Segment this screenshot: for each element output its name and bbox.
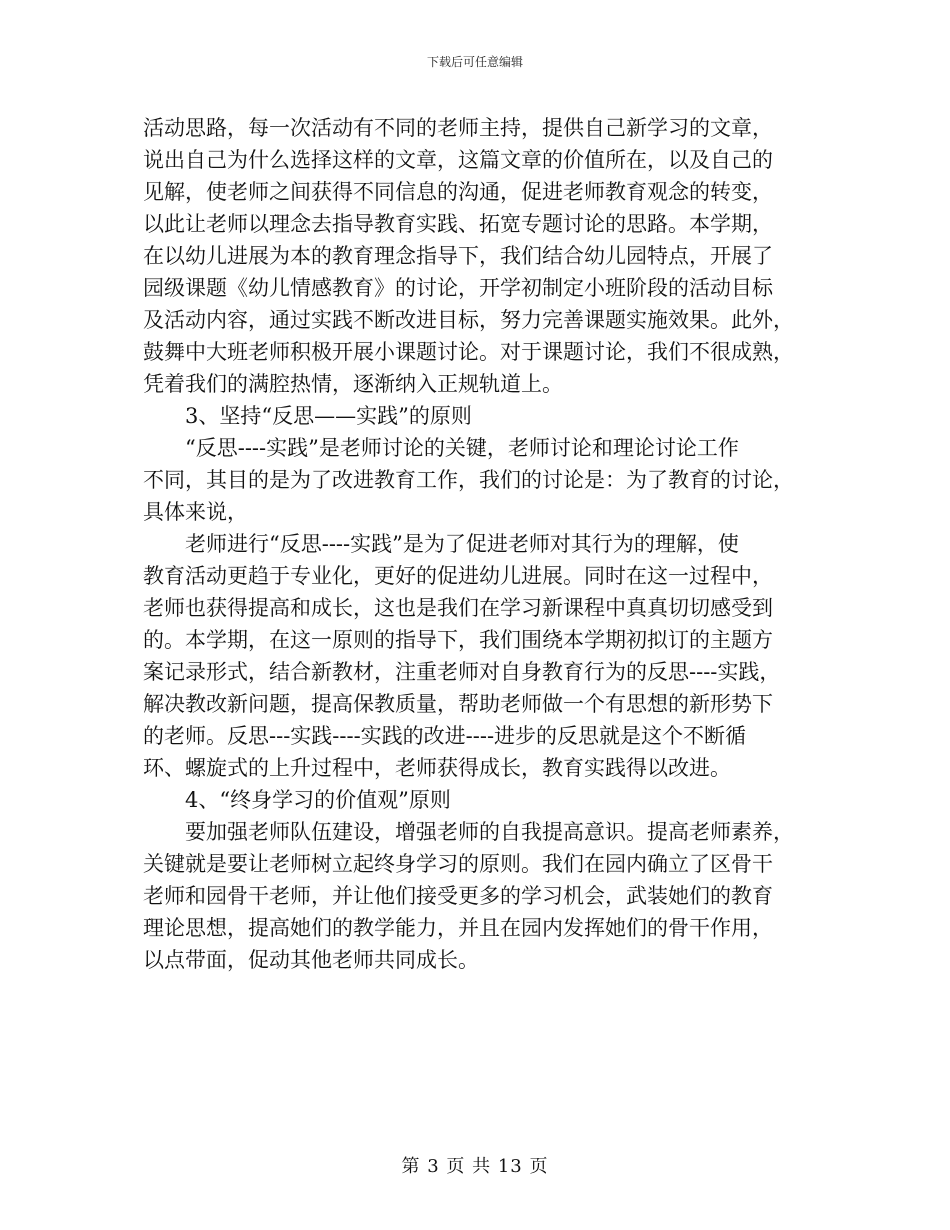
body-line: 的。本学期，在这一原则的指导下，我们围绕本学期初拟订的主题方 bbox=[143, 628, 773, 652]
body-line: 园级课题《幼儿情感教育》的讨论，开学初制定小班阶段的活动目标 bbox=[143, 276, 773, 300]
body-line: 说出自己为什么选择这样的文章，这篇文章的价值所在，以及自己的 bbox=[143, 148, 773, 172]
paragraph-start: 要加强老师队伍建设，增强老师的自我提高意识。提高老师素养， bbox=[185, 820, 794, 844]
section-heading-3: 3、坚持“反思——实践”的原则 bbox=[185, 404, 472, 428]
body-line: 教育活动更趋于专业化，更好的促进幼儿进展。同时在这一过程中， bbox=[143, 564, 773, 588]
paragraph-start: 老师进行“反思----实践”是为了促进老师对其行为的理解，使 bbox=[185, 532, 739, 556]
page-header: 下载后可任意编辑 bbox=[426, 55, 523, 69]
body-line: 在以幼儿进展为本的教育理念指导下，我们结合幼儿园特点，开展了 bbox=[143, 244, 773, 268]
body-line: 凭着我们的满腔热情，逐渐纳入正规轨道上。 bbox=[143, 372, 563, 396]
body-line: 鼓舞中大班老师积极开展小课题讨论。对于课题讨论，我们不很成熟， bbox=[143, 340, 794, 364]
body-line: 解决教改新问题，提高保教质量，帮助老师做一个有思想的新形势下 bbox=[143, 692, 773, 716]
body-line: 以点带面，促动其他老师共同成长。 bbox=[143, 948, 479, 972]
section-heading-4: 4、“终身学习的价值观”原则 bbox=[185, 788, 451, 812]
body-line: 及活动内容，通过实践不断改进目标，努力完善课题实施效果。此外， bbox=[143, 308, 794, 332]
body-line: 关键就是要让老师树立起终身学习的原则。我们在园内确立了区骨干 bbox=[143, 852, 773, 876]
body-line: 以此让老师以理念去指导教育实践、拓宽专题讨论的思路。本学期， bbox=[143, 212, 773, 236]
body-line: 老师和园骨干老师，并让他们接受更多的学习机会，武装她们的教育 bbox=[143, 884, 773, 908]
body-line: 的老师。反思---实践----实践的改进----进步的反思就是这个不断循 bbox=[143, 724, 747, 748]
body-line: 理论思想，提高她们的教学能力，并且在园内发挥她们的骨干作用， bbox=[143, 916, 773, 940]
body-line: 老师也获得提高和成长，这也是我们在学习新课程中真真切切感受到 bbox=[143, 596, 773, 620]
body-line: 见解，使老师之间获得不同信息的沟通，促进老师教育观念的转变， bbox=[143, 180, 773, 204]
document-body bbox=[143, 112, 815, 976]
body-line: 案记录形式，结合新教材，注重老师对自身教育行为的反思----实践， bbox=[143, 660, 781, 684]
page-number: 第 3 页 共 13 页 bbox=[401, 1156, 549, 1177]
body-line: 活动思路，每一次活动有不同的老师主持，提供自己新学习的文章， bbox=[143, 116, 773, 140]
body-line: 具体来说， bbox=[143, 500, 248, 524]
body-line: 环、螺旋式的上升过程中，老师获得成长，教育实践得以改进。 bbox=[143, 756, 731, 780]
paragraph-start: “反思----实践”是老师讨论的关键，老师讨论和理论讨论工作 bbox=[185, 436, 739, 460]
body-line: 不同，其目的是为了改进教育工作，我们的讨论是：为了教育的讨论， bbox=[143, 468, 794, 492]
